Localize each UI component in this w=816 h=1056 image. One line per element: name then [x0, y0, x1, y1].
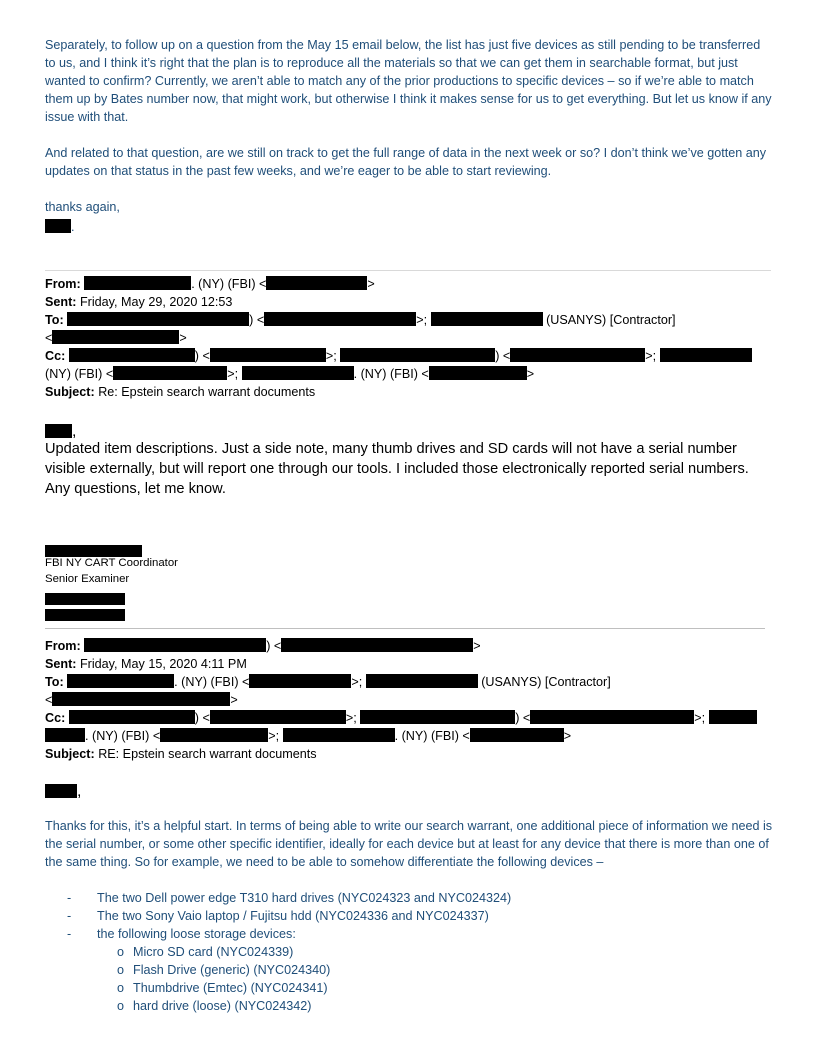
redacted-greeting: ,: [45, 423, 76, 441]
to-row-cont: < >: [45, 331, 187, 345]
sub-list-item: o Flash Drive (generic) (NYC024340): [117, 963, 331, 977]
signature-title-1: FBI NY CART Coordinator: [45, 557, 178, 569]
closing-line: thanks again,: [45, 200, 120, 214]
subject-row: [45, 745, 785, 763]
to-row: To: . (NY) (FBI) < >; (USANYS) [Contractor]: [45, 675, 611, 689]
cc-row: Cc: ) < >; ) < >;: [45, 347, 785, 365]
sent-value: Friday, May 29, 2020 12:53: [79, 295, 233, 309]
redacted-contact-2: [45, 606, 125, 624]
email2-header: [45, 275, 785, 401]
subject-row: [45, 383, 785, 401]
subject-value: RE: Epstein search warrant documents: [98, 747, 317, 761]
from-row: From: ) < >: [45, 639, 481, 653]
sent-row: [45, 655, 785, 673]
to-contractor: (USANYS) [Contractor]: [546, 313, 676, 327]
subject-label: Subject:: [45, 747, 95, 761]
redacted-signature-name: .: [45, 218, 75, 236]
cc-fbi-2: . (NY) (FBI) <: [394, 729, 470, 743]
cc-fbi-2: . (NY) (FBI) <: [353, 367, 429, 381]
from-row: From: . (NY) (FBI) < >: [45, 277, 375, 291]
followup-paragraph: And related to that question, are we still on track to get the full range of data in the next week or so? I don’t think we’ve gotten any updates on that status in the past few weeks, and we’re eager to be able to start reviewing.: [45, 146, 767, 178]
cc-row-cont: (NY) (FBI) < >; . (NY) (FBI) < >: [45, 367, 535, 381]
sub-list-item: o Micro SD card (NYC024339): [117, 945, 294, 959]
intro-paragraph: Separately, to follow up on a question from the May 15 email below, the list has just five devices as still pending to be transferred to us, and I think it’s right that the plan is to reproduce all the materials so that we can get them in searchable format, but just wanted to confirm? Currently, we aren’t able to match any of the prior productions to specific devices – so if we’re able to match them up by Bates number now, that might work, but otherwise I think it makes sense for us to get everything. But let us know if any issue with that.: [45, 38, 772, 124]
sub-list-item: o Thumbdrive (Emtec) (NYC024341): [117, 981, 328, 995]
redacted-greeting-2: ,: [45, 783, 81, 801]
to-row-cont: < >: [45, 693, 238, 707]
list-item: - The two Dell power edge T310 hard drives (NYC024323 and NYC024324): [67, 891, 512, 905]
list-item: - The two Sony Vaio laptop / Fujitsu hdd (NYC024336 and NYC024337): [67, 909, 489, 923]
to-fbi: . (NY) (FBI) <: [174, 675, 250, 689]
to-label: To:: [45, 675, 64, 689]
email3-body: Thanks for this, it’s a helpful start. In terms of being able to write our search warrant, one additional piece of information we need is the serial number, or some other specific identifier, ideally for each device but at least for any device that there is more than one of the same thing. So for example, we need to be able to somehow differentiate the following devices –: [45, 819, 773, 869]
cc-fbi: (NY) (FBI) <: [45, 367, 114, 381]
cc-label: Cc:: [45, 711, 66, 725]
sent-label: Sent:: [45, 657, 77, 671]
from-label: From:: [45, 639, 81, 653]
from-suffix: . (NY) (FBI) <: [191, 277, 267, 291]
sent-label: Sent:: [45, 295, 77, 309]
subject-label: Subject:: [45, 385, 95, 399]
sent-row: [45, 293, 785, 311]
email3-header: [45, 637, 785, 763]
to-row: To: ) < >; (USANYS) [Contractor]: [45, 313, 676, 327]
subject-value: Re: Epstein search warrant documents: [98, 385, 316, 399]
from-label: From:: [45, 277, 81, 291]
email-divider: [45, 270, 771, 271]
email2-body: Updated item descriptions. Just a side note, many thumb drives and SD cards will not have a serial number visible externally, but will report one through our tools. I included those electronically reported serial numbers. Any questions, let me know.: [45, 441, 749, 497]
cc-row-cont: . (NY) (FBI) < >; . (NY) (FBI) < >: [45, 727, 785, 745]
cc-row: Cc: ) < >; ) < >;: [45, 709, 785, 727]
to-contractor: (USANYS) [Contractor]: [481, 675, 611, 689]
signature-title-2: Senior Examiner: [45, 573, 130, 585]
sent-value: Friday, May 15, 2020 4:11 PM: [79, 657, 247, 671]
to-label: To:: [45, 313, 64, 327]
device-list: [67, 889, 511, 1015]
cc-fbi: . (NY) (FBI) <: [85, 729, 161, 743]
list-item: - the following loose storage devices:: [67, 927, 296, 941]
email-divider-2: [45, 628, 765, 629]
cc-label: Cc:: [45, 349, 66, 363]
sub-list-item: o hard drive (loose) (NYC024342): [117, 999, 312, 1013]
